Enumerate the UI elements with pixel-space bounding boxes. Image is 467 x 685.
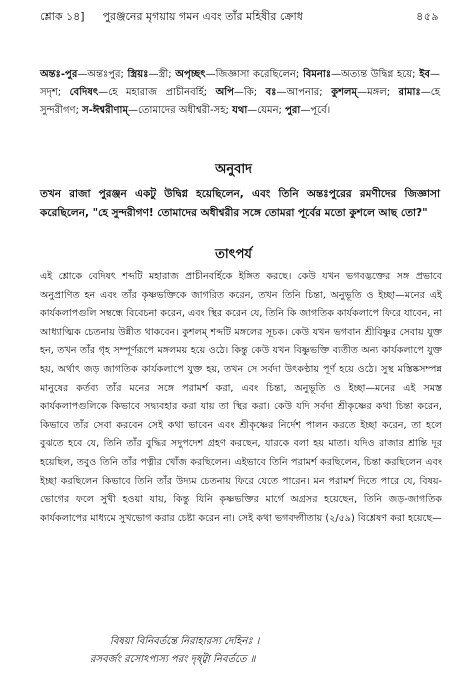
synonym-term: অন্তঃ-পুর: [40, 69, 78, 80]
translation-heading: অনুবাদ: [215, 162, 252, 177]
verse-line-2: রসবর্জং রসোঽপ্যস্য পরং দৃষ্ট্বা নিবর্ততে ॥: [90, 654, 256, 665]
synonym-term: ইব: [419, 69, 430, 80]
synonym-meaning: —জিজ্ঞাসা করেছিলেন;: [205, 69, 303, 80]
synonym-term: বিমনাঃ: [302, 69, 332, 80]
synonym-meaning: —কি;: [233, 87, 266, 98]
synonym-term: পুরা: [285, 105, 301, 116]
word-for-word-synonyms: [40, 66, 440, 120]
synonym-term: অপি: [215, 87, 234, 98]
synonym-meaning: —সদৃশ;: [40, 69, 440, 98]
purport-heading: তাৎপর্য: [215, 247, 252, 262]
synonym-meaning: —অন্তঃপুর;: [77, 69, 128, 80]
synonym-meaning: —অত্যন্ত উদ্বিগ্ন হয়ে;: [331, 69, 420, 80]
synonym-meaning: —মঙ্গল;: [357, 87, 399, 98]
synonym-meaning: —হে মহারাজ প্রাচীনবর্হি;: [98, 87, 216, 98]
synonym-term: বেদিষৎ: [69, 87, 99, 98]
synonym-meaning: —তোমাদের অধীশ্বরী-সহ;: [128, 105, 233, 116]
synonym-meaning: —পূর্বে।: [300, 105, 331, 116]
verse-reference: শ্লোক ১৪]: [40, 9, 85, 23]
chapter-title: পুরঞ্জনের মৃগয়ায় গমন এবং তাঁর মহিষীর ক্রোধ: [102, 9, 303, 23]
page-number: ৪৫৯: [416, 9, 439, 23]
synonym-term: কুশলম্: [331, 87, 358, 98]
gita-verse: [90, 633, 420, 669]
synonym-term: বঃ: [265, 87, 277, 98]
page-header: [40, 6, 439, 28]
verse-line-1: বিষয়া বিনিবর্তন্তে নিরাহারস্য দেহিনঃ ।: [110, 636, 260, 647]
synonym-meaning: —হে সুন্দরীগণ;: [40, 87, 441, 116]
synonym-meaning: —যেমন;: [247, 105, 286, 116]
header-left: [40, 8, 303, 27]
synonym-term: অপৃচ্ছৎ: [175, 69, 206, 80]
synonym-term: স-ঈশ্বরীণাম্: [82, 105, 128, 116]
synonym-meaning: —আপনার;: [276, 87, 332, 98]
purport-paragraph: এই শ্লোকে বেদিষৎ শব্দটি মহারাজ প্রাচীনবর্হিকে ইঙ্গিত করছে। কেউ যখন ভগবদ্ভক্তের সঙ্গ প্রভাবে অনুপ্রাণিত হন এবং তাঁর কৃষ্ণভক্তিকে জাগরিত করেন, তখন তিনি চিন্তা, অনুভূতি ও ইচ্ছা—মনের এই কার্যকলাপগুলি সম্বন্ধে বিবেচনা করেন, এবং স্থির করেন যে, তিনি কি জাগতিক কার্যকলাপে ফিরে যাবেন, না আধ্যাত্মিক চেতনায় উন্নীত থাকবেন। কুশলম্ শব্দটি মঙ্গলের সূচক। কেউ যখন ভগবান শ্রীবিষ্ণুর সেবায় যুক্ত হন, তখন তাঁর গৃহ সম্পূর্ণরূপে মঙ্গলময় হয়ে ওঠে। কিন্তু কেউ যখন বিষ্ণুভক্তি ব্যতীত অন্য কার্যকলাপে যুক্ত হয়, অর্থাৎ জড় জাগতিক কার্যকলাপে যুক্ত হয়, তখন সে সর্বদা উৎকণ্ঠায় পূর্ণ হয়ে ওঠে। সুস্থ মস্তিষ্কসম্পন্ন মানুষের কর্তব্য তাঁর মনের সঙ্গে পরামর্শ করা, এবং চিন্তা, অনুভূতি ও ইচ্ছা—মনের এই সমস্ত কার্যকলাপগুলিকে কিভাবে সদ্ব্যবহার করা যায় তা স্থির করা। কেউ যদি সর্বদা শ্রীকৃষ্ণের কথা চিন্তা করেন, কিভাবে তাঁর সেবা করবেন সেই কথা ভাবেন এবং শ্রীকৃষ্ণের নির্দেশ পালন করতে ইচ্ছা করেন, তা হলে বুঝতে হবে যে, তিনি তাঁর বুদ্ধির সদুপদেশ গ্রহণ করছেন, যারকে বলা হয় মাতা। যদিও রাজার শ্রান্তি দূর হয়েছিল, তবুও তিনি তাঁর পত্নীর খোঁজ করছিলেন। এইভাবে তিনি পরামর্শ করছিলেন, চিন্তা করছিলেন এবং ইচ্ছা করছিলেন কিভাবে তিনি তাঁর উদ্যম চেতনায় ফিরে যেতে পারেন। মন পরামর্শ দিতে পারে যে, বিষয়-ভোগের ফলে সুখী হওয়া যায়, কিন্তু যিনি কৃষ্ণভক্তির মার্গে অগ্রসর হয়েছেন, তিনি জড়-জাগতিক কার্যকলাপের মাধ্যমে সুখভোগ করার চেষ্টা করেন না। সেই কথা ভগবদ্গীতায় (২/৫৯) বিশ্লেষণ করা হয়েছে—: [40, 271, 442, 524]
synonym-meaning: —স্ত্রী;: [148, 69, 176, 80]
synonym-term: স্ত্রিয়ঃ: [127, 69, 149, 80]
synonym-term: যথা: [232, 105, 248, 116]
translation-text: তখন রাজা পুরঞ্জন একটু উদ্বিগ্ন হয়েছিলেন, এবং তিনি অন্তঃপুরের রমণীদের জিজ্ঞাসা করেছিলেন, "হে সুন্দরীগণ! তোমাদের অধীশ্বরীর সঙ্গে তোমরা পূর্বের মতো কুশলে আছ তো?": [40, 188, 440, 219]
purport-text: [40, 268, 442, 528]
synonym-term: রামাঃ: [398, 87, 421, 98]
